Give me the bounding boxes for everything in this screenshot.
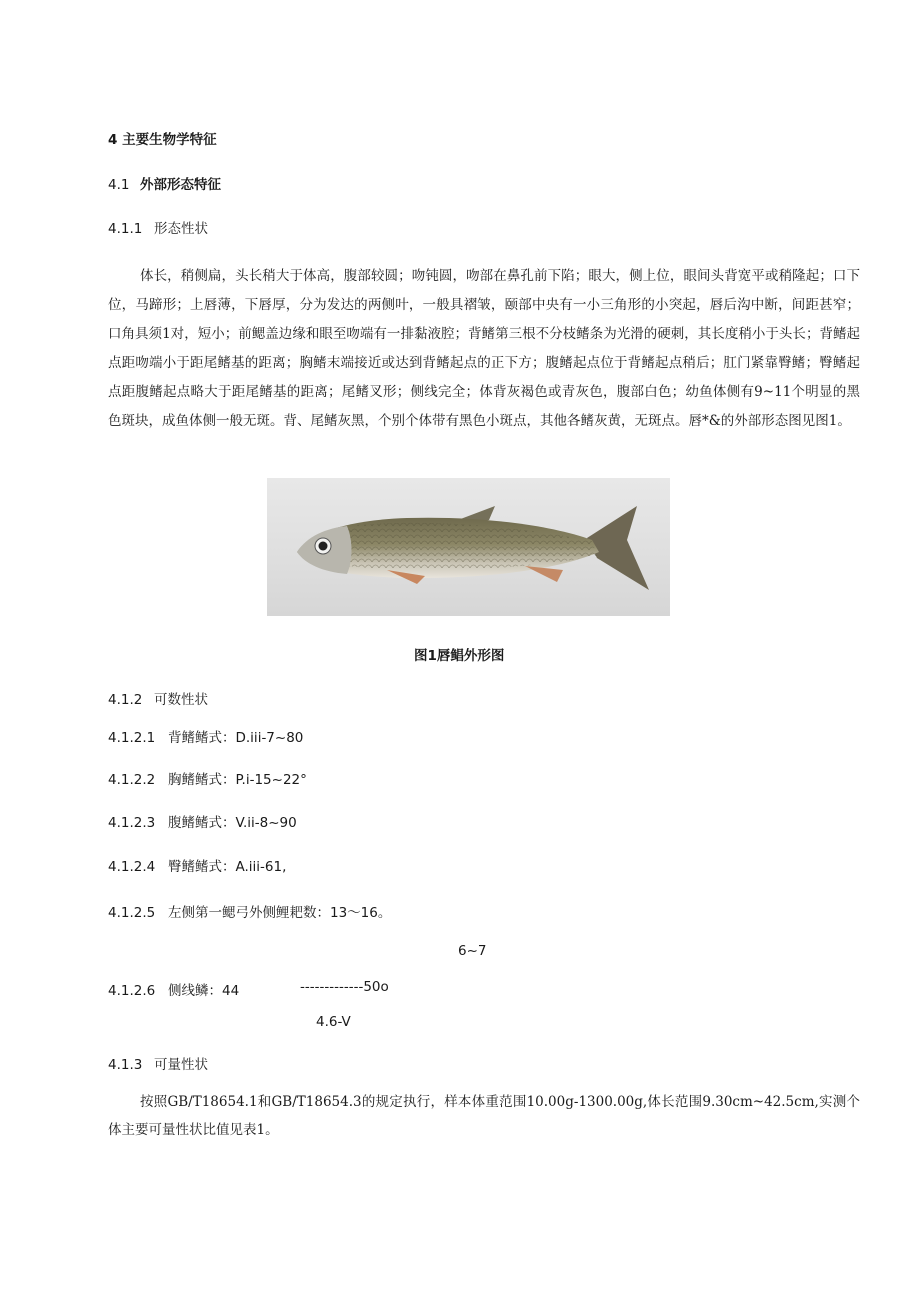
section-number: 4.1.3 (108, 1057, 143, 1073)
lateral-line-upper: 6~7 (458, 943, 487, 959)
item-number: 4.1.2.4 (108, 859, 156, 875)
section-4-1-heading (108, 173, 221, 193)
morphology-paragraph: 体长，稍侧扁，头长稍大于体高，腹部较圆；吻钝圆，吻部在鼻孔前下陷；眼大，侧上位，眼间头背宽平或稍隆起；口下位，马蹄形；上唇薄，下唇厚，分为发达的两侧叶，一般具褶皱，颐部中央有一小三角形的小突起，唇后沟中断，间距甚窄；口角具须1对，短小；前鳃盖边缘和眼至吻端有一排黏液腔；背鳍第三根不分枝鳍条为光滑的硬刺，其长度稍小于头长；背鳍起点距吻端小于距尾鳍基的距离；胸鳍末端接近或达到背鳍起点的正下方；腹鳍起点位于背鳍起点稍后；肛门紧靠臀鳍；臀鳍起点距腹鳍起点略大于距尾鳍基的距离；尾鳍叉形；侧线完全；体背灰褐色或青灰色，腹部白色；幼鱼体侧有9~11个明显的黑色斑块，成鱼体侧一般无斑。背、尾鳍灰黑，个别个体带有黑色小斑点，其他各鳍灰黄，无斑点。唇*&的外部形态图见图1。 (108, 268, 860, 429)
lateral-line-item (108, 979, 239, 999)
item-text: 左侧第一鳃弓外侧鲤耙数：13～16。 (168, 905, 392, 921)
section-number: 4.1.1 (108, 221, 143, 237)
count-item (108, 768, 307, 788)
count-item (108, 901, 391, 921)
item-number: 4.1.2.3 (108, 815, 156, 831)
section-title: 可量性状 (154, 1057, 208, 1073)
count-item (108, 726, 303, 746)
section-title: 可数性状 (154, 692, 208, 708)
section-number: 4.1.2 (108, 692, 143, 708)
item-number: 4.1.2.2 (108, 772, 156, 788)
section-number: 4.1 (108, 177, 130, 193)
section-4-heading: 4 主要生物学特征 (108, 132, 217, 148)
section-4-1-1-heading (108, 217, 208, 237)
item-text: 臀鳍鳍式：A.iii-61, (168, 859, 287, 875)
item-text: 腹鳍鳍式：V.ii-8~90 (168, 815, 297, 831)
item-text: 背鳍鳍式：D.iii-7~80 (168, 730, 304, 746)
count-item (108, 811, 297, 831)
figure-caption: 图1唇鲳外形图 (414, 648, 505, 664)
item-text: 胸鳍鳍式：P.i-15~22° (168, 772, 307, 788)
item-number: 4.1.2.5 (108, 905, 156, 921)
item-number: 4.1.2.6 (108, 983, 156, 999)
item-number: 4.1.2.1 (108, 730, 156, 746)
section-title: 形态性状 (154, 221, 208, 237)
item-text: 侧线鳞：44 (168, 983, 240, 999)
section-4-1-2-heading (108, 688, 208, 708)
measurement-paragraph: 按照GB/T18654.1和GB/T18654.3的规定执行，样本体重范围10.00g-1300.00g,体长范围9.30cm~42.5cm,实测个体主要可量性状比值见表1。 (108, 1094, 860, 1138)
section-title: 外部形态特征 (140, 177, 221, 193)
section-4-1-3-heading (108, 1053, 208, 1073)
count-item (108, 855, 286, 875)
lateral-line-lower: 4.6-V (316, 1014, 351, 1030)
lateral-line-fraction: -------------50o (300, 979, 389, 995)
fish-figure (267, 478, 670, 616)
fish-illustration (267, 478, 670, 616)
